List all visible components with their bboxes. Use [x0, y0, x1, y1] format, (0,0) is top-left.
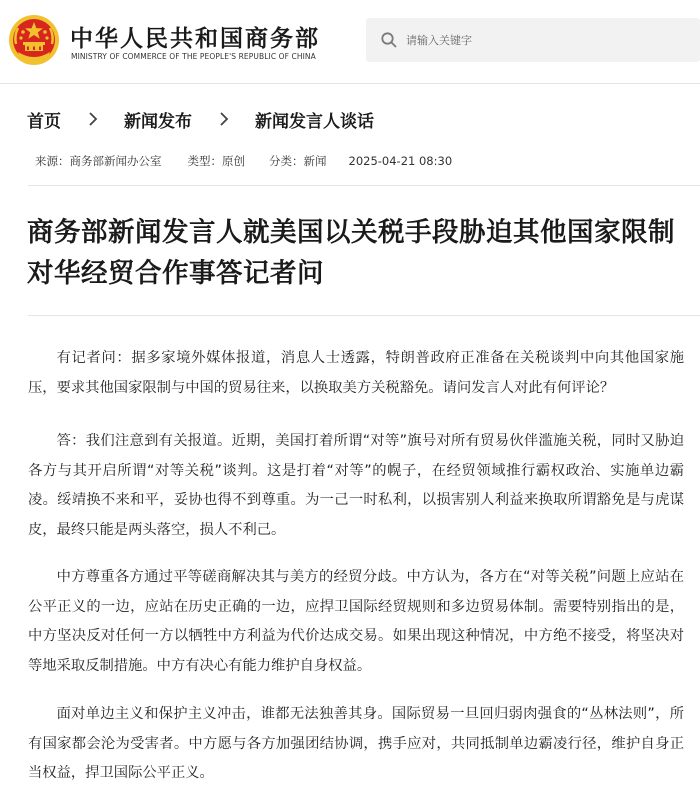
article-title: 商务部新闻发言人就美国以关税手段胁迫其他国家限制对华经贸合作事答记者问	[27, 217, 675, 289]
meta-datetime: 2025-04-21 08:30	[348, 154, 453, 168]
article-paragraph: 中方尊重各方通过平等磋商解决其与美方的经贸分歧。中方认为，各方在“对等关税”问题上应站在公平正义的一边，应站在历史正确的一边，应捍卫国际经贸规则和多边贸易体制。需要特别指出的是，中方坚决反对任何一方以牺牲中方利益为代价达成交易。如果出现这种情况，中方绝不接受，将坚决对等地采取反制措施。中方有决心有能力维护自身权益。	[28, 569, 684, 674]
chevron-right-icon	[75, 109, 111, 129]
breadcrumb-spokesperson-link[interactable]: 新闻发言人谈话	[255, 111, 374, 132]
search-icon[interactable]	[380, 31, 398, 49]
title-divider	[28, 315, 700, 316]
header-divider	[0, 83, 700, 84]
article-paragraph: 有记者问：据多家境外媒体报道，消息人士透露，特朗普政府正准备在关税谈判中向其他国家施压，要求其他国家限制与中国的贸易往来，以换取美方关税豁免。请问发言人对此有何评论？	[28, 350, 684, 396]
article-meta	[35, 153, 452, 169]
breadcrumb-news-release-link[interactable]: 新闻发布	[124, 111, 192, 132]
meta-category: 分类：新闻	[269, 154, 327, 168]
site-name-english: MINISTRY OF COMMERCE OF THE PEOPLE'S REPUBLIC OF CHINA	[71, 52, 316, 61]
breadcrumb-home-link[interactable]: 首页	[27, 111, 61, 132]
chevron-right-icon	[206, 109, 242, 129]
search-input[interactable]	[406, 26, 686, 54]
breadcrumb	[27, 106, 374, 132]
meta-type: 类型：原创	[187, 154, 245, 168]
meta-divider	[28, 185, 700, 186]
site-header	[0, 0, 700, 80]
search-box[interactable]	[366, 18, 700, 62]
article-paragraph: 面对单边主义和保护主义冲击，谁都无法独善其身。国际贸易一旦回归弱肉强食的“丛林法则”，所有国家都会沦为受害者。中方愿与各方加强团结协调，携手应对，共同抵制单边霸凌行径，维护自身正当权益，捍卫国际公平正义。	[28, 706, 684, 781]
national-emblem-icon[interactable]	[8, 14, 60, 66]
site-name-chinese[interactable]: 中华人民共和国商务部	[70, 26, 320, 52]
meta-source: 来源：商务部新闻办公室	[35, 154, 162, 168]
article-paragraph: 答：我们注意到有关报道。近期，美国打着所谓“对等”旗号对所有贸易伙伴滥施关税，同时又胁迫各方与其开启所谓“对等关税”谈判。这是打着“对等”的幌子，在经贸领域推行霸权政治、实施单边霸凌。绥靖换不来和平，妥协也得不到尊重。为一己一时私利，以损害别人利益来换取所谓豁免是与虎谋皮，最终只能是两头落空，损人不利己。	[28, 433, 684, 538]
